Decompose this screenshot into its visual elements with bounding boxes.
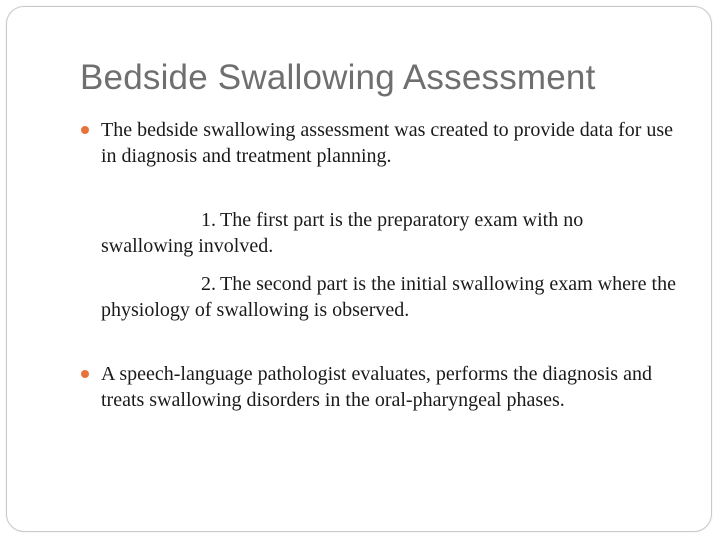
sub-item-1 bbox=[80, 207, 680, 259]
sub-item-text-2: The second part is the initial swallowing exam where the physiology of swallowing is observed. bbox=[101, 273, 676, 321]
bullet-dot-icon bbox=[81, 126, 89, 134]
bullet-text-2: A speech-language pathologist evaluates, performs the diagnosis and treats swallowing disorders in the oral-pharyngeal phases. bbox=[101, 363, 652, 411]
slide-body bbox=[80, 117, 680, 413]
bullet-text-1: The bedside swallowing assessment was created to provide data for use in diagnosis and treatment planning. bbox=[101, 119, 674, 167]
sub-item-number-1: 1. bbox=[201, 209, 216, 231]
sub-item-2 bbox=[80, 271, 680, 323]
bullet-item-2 bbox=[80, 361, 680, 413]
bullet-item-1 bbox=[80, 117, 680, 169]
sub-item-text-1: The first part is the preparatory exam with no swallowing involved. bbox=[101, 209, 584, 257]
bullet-dot-icon bbox=[81, 370, 89, 378]
slide-title: Bedside Swallowing Assessment bbox=[80, 58, 596, 97]
sub-item-number-2: 2. bbox=[201, 273, 216, 295]
